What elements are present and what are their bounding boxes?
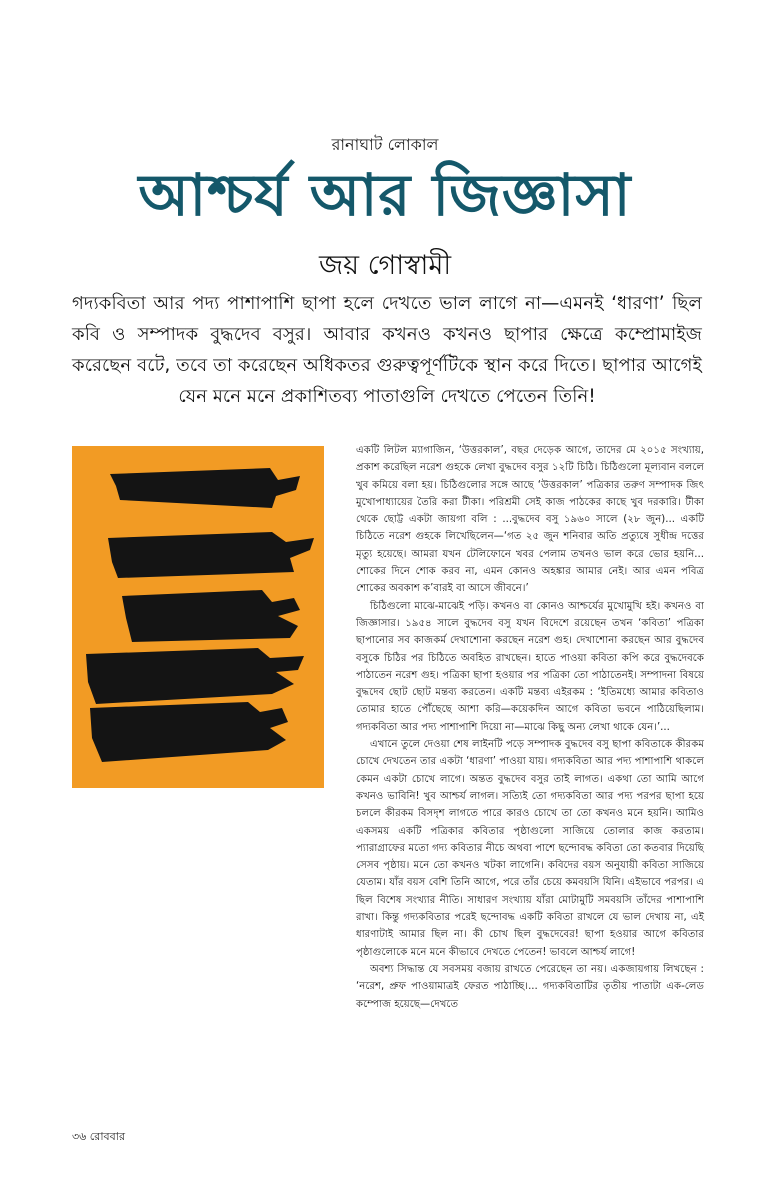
body-paragraph: একটি লিটল ম্যাগাজিন, ‘উত্তরকাল’, বছর দেড়েক আগে, তাদের মে ২০১৫ সংখ্যায়, প্রকাশ করেছিল নরেশ গুহকে লেখা বুদ্ধদেব বসুর ১২টি চিঠি। চিঠিগুলো মূল্যবান বললে খুব কমিয়ে বলা হয়। চিঠিগুলোর সঙ্গে আছে ‘উত্তরকাল’ পত্রিকার তরুণ সম্পাদক জিৎ মুখোপাধ্যায়ের তৈরি করা টীকা। পরিশ্রমী সেই কাজ পাঠকের কাছে খুব দরকারি। টীকা থেকে ছোট্ট একটা জায়গা বলি : ...বুদ্ধদেব বসু ১৯৬০ সালে (২৮ জুন)... একটি চিঠিতে নরেশ গুহকে লিখেছিলেন—‘গত ২৫ জুন শনিবার অতি প্রত্যুষে সুধীন্দ্র দত্তের মৃত্যু হয়েছে। আমরা যখন টেলিফোনে খবর পেলাম তখনও ভাল করে ভোর হয়নি... শোকের দিনে শোক করব না, এমন কোনও অহঙ্কার আমার নেই। আর এমন পবিত্র শোকের অবকাশ ক’বারই বা আসে জীবনে।’ [356, 445, 704, 595]
shape-4 [86, 648, 304, 704]
abstract-shapes-icon [72, 446, 324, 788]
kicker: রানাঘাট লোকাল [331, 135, 439, 154]
shape-1 [110, 468, 300, 508]
standfirst: গদ্যকবিতা আর পদ্য পাশাপাশি ছাপা হলে দেখতে ভাল লাগে না—এমনই ‘ধারণা’ ছিল কবি ও সম্পাদক বুদ্ধদেব বসুর। আবার কখনও কখনও ছাপার ক্ষেত্রে কম্প্রোমাইজ করেছেন বটে, তবে তা করেছেন অধিকতর গুরুত্বপূর্ণটিকে স্থান করে দিতে। ছাপার আগেই যেন মনে মনে প্রকাশিতব্য পাতাগুলি দেখতে পেতেন তিনি! [72, 293, 702, 407]
body-column [356, 442, 704, 1013]
illustration [72, 446, 324, 788]
body-paragraph: চিঠিগুলো মাঝে-মাঝেই পড়ি। কখনও বা কোনও আশ্চর্যের মুখোমুখি হই। কখনও বা জিজ্ঞাসার। ১৯৫৪ সালে বুদ্ধদেব বসু যখন বিদেশে রয়েছেন তখন ‘কবিতা’ পত্রিকা ছাপানোর সব কাজকর্ম দেখাশোনা করছেন নরেশ গুহ। দেখাশোনা করছেন আর বুদ্ধদেব বসুকে চিঠির পর চিঠিতে অবহিত রাখছেন। হাতে পাওয়া কবিতা কপি করে বুদ্ধদেবকে পাঠাতেন নরেশ গুহ। পত্রিকা ছাপা হওয়ার পর পত্রিকা তো পাঠাতেনই। সম্পাদনা বিষয়ে বুদ্ধদেব ছোট ছোট মন্তব্য করতেন। একটি মন্তব্য এইরকম : ‘ইতিমধ্যে আমার কবিতাও তোমার হাতে পৌঁছেছে আশা করি—কয়েকদিন আগে কবিতা ভবনে পাঠিয়েছিলাম। গদ্যকবিতা আর পদ্য পাশাপাশি দিয়ো না—মাঝে কিছু অন্য লেখা থাকে যেন।’... [356, 600, 704, 733]
page-folio: ৩৬ রোববার [72, 1130, 125, 1143]
author-name: জয় গোস্বামী [318, 250, 452, 281]
article-title: আশ্চর্য আর জিজ্ঞাসা [138, 161, 632, 229]
body-paragraph: অবশ্য সিদ্ধান্ত যে সবসময় বজায় রাখতে পেরেছেন তা নয়। একজায়গায় লিখছেন : ‘নরেশ, প্রুফ পাওয়ামাত্রই ফেরত পাঠাচ্ছি।... গদ্যকবিতাটির তৃতীয় পাতাটা এক-লেড কম্পোজ হয়েছে—দেখতে [356, 963, 704, 1010]
shape-5 [90, 702, 288, 762]
body-paragraph: এখানে তুলে দেওয়া শেষ লাইনটি পড়ে সম্পাদক বুদ্ধদেব বসু ছাপা কবিতাকে কীরকম চোখে দেখতেন তার একটা ‘ধারণা’ পাওয়া যায়। গদ্যকবিতা আর পদ্য পাশাপাশি থাকলে কেমন একটা চোখে লাগে। অন্তত বুদ্ধদেব বসুর তাই লাগত। একথা তো আমি আগে কখনও ভাবিনি! খুব আশ্চর্য লাগল। সত্যিই তো গদ্যকবিতা আর পদ্য পরপর ছাপা হয়ে চললে কীরকম বিসদৃশ লাগতে পারে কারও চোখে তা তো কখনও মনে হয়নি। আমিও একসময় একটি পত্রিকার কবিতার পৃষ্ঠাগুলো সাজিয়ে তোলার কাজ করতাম। প্যারাগ্রাফের মতো গদ্য কবিতার নীচে অথবা পাশে ছন্দোবদ্ধ কবিতা তো কতবার দিয়েছি সেসব পৃষ্ঠায়। মনে তো কখনও খটকা লাগেনি। কবিদের বয়স অনুযায়ী কবিতা সাজিয়ে যেতাম। যাঁর বয়স বেশি তিনি আগে, পরে তাঁর চেয়ে কমবয়সি যিনি। এইভাবে পরপর। এ ছিল বিশেষ সংখ্যার নীতি। সাধারণ সংখ্যায় যাঁরা মোটামুটি সমবয়সি তাঁদের পাশাপাশি রাখা। কিন্তু গদ্যকবিতার পরেই ছন্দোবদ্ধ একটি কবিতা রাখলে যে ভাল দেখায় না, এই ধারণাটাই আমার ছিল না। কী চোখ ছিল বুদ্ধদেবের! ছাপা হওয়ার আগে কবিতার পৃষ্ঠাগুলোকে মনে মনে কীভাবে দেখতে পেতেন! ভাবলে আশ্চর্য লাগে! [356, 739, 704, 958]
shape-2 [108, 532, 314, 578]
shape-3 [122, 590, 300, 642]
